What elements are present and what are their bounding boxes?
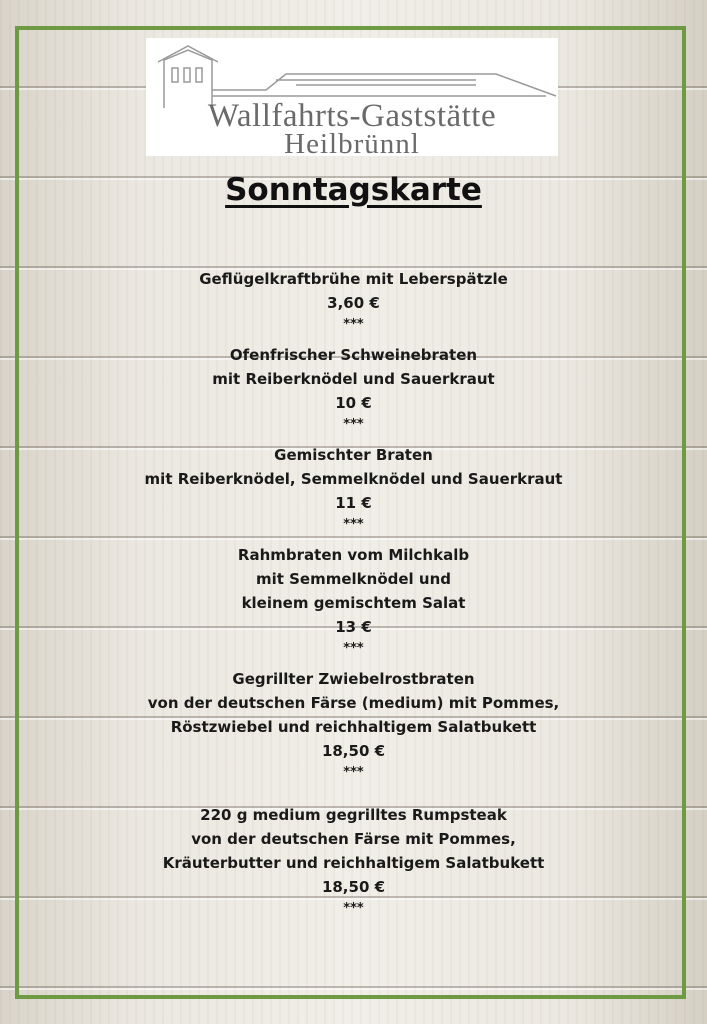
dish-name: Geflügelkraftbrühe mit Leberspätzle [199, 270, 508, 288]
dish-price: 13 € [335, 618, 372, 636]
menu-item [0, 267, 707, 335]
dish-description: von der deutschen Färse mit Pommes, [191, 830, 516, 848]
separator: *** [343, 901, 364, 916]
dish-description: mit Reiberknödel, Semmelknödel und Sauerkraut [144, 470, 563, 488]
dish-name: Ofenfrischer Schweinebraten [229, 346, 478, 364]
separator: *** [343, 517, 364, 532]
menu-item [0, 443, 707, 535]
dish-description: mit Reiberknödel und Sauerkraut [212, 370, 495, 388]
dish-price: 18,50 € [321, 742, 386, 760]
dish-name: Gegrillter Zwiebelrostbraten [232, 670, 475, 688]
separator: *** [343, 765, 364, 780]
dish-description: mit Semmelknödel und [255, 570, 452, 588]
dish-description: Kräuterbutter und reichhaltigem Salatbukett [162, 854, 545, 872]
spacer [0, 783, 707, 795]
menu-list [0, 267, 707, 927]
page-title: Sonntagskarte [225, 172, 482, 208]
separator: *** [343, 641, 364, 656]
dish-price: 11 € [335, 494, 372, 512]
dish-description: Röstzwiebel und reichhaltigem Salatbukett [170, 718, 537, 736]
dish-name: Rahmbraten vom Milchkalb [237, 546, 470, 564]
dish-price: 18,50 € [321, 878, 386, 896]
menu-item [0, 667, 707, 795]
separator: *** [343, 417, 364, 432]
dish-name: 220 g medium gegrilltes Rumpsteak [200, 806, 507, 824]
restaurant-logo [146, 38, 558, 160]
separator: *** [343, 317, 364, 332]
logo-name-line2: Heilbrünnl [284, 128, 420, 160]
logo-name-line1: Wallfahrts-Gaststätte [207, 98, 497, 134]
dish-name: Gemischter Braten [274, 446, 433, 464]
dish-price: 3,60 € [327, 294, 380, 312]
dish-price: 10 € [335, 394, 372, 412]
menu-item [0, 343, 707, 435]
menu-item [0, 543, 707, 659]
menu-item [0, 803, 707, 919]
dish-description: von der deutschen Färse (medium) mit Pommes, [147, 694, 560, 712]
dish-description: kleinem gemischtem Salat [241, 594, 466, 612]
